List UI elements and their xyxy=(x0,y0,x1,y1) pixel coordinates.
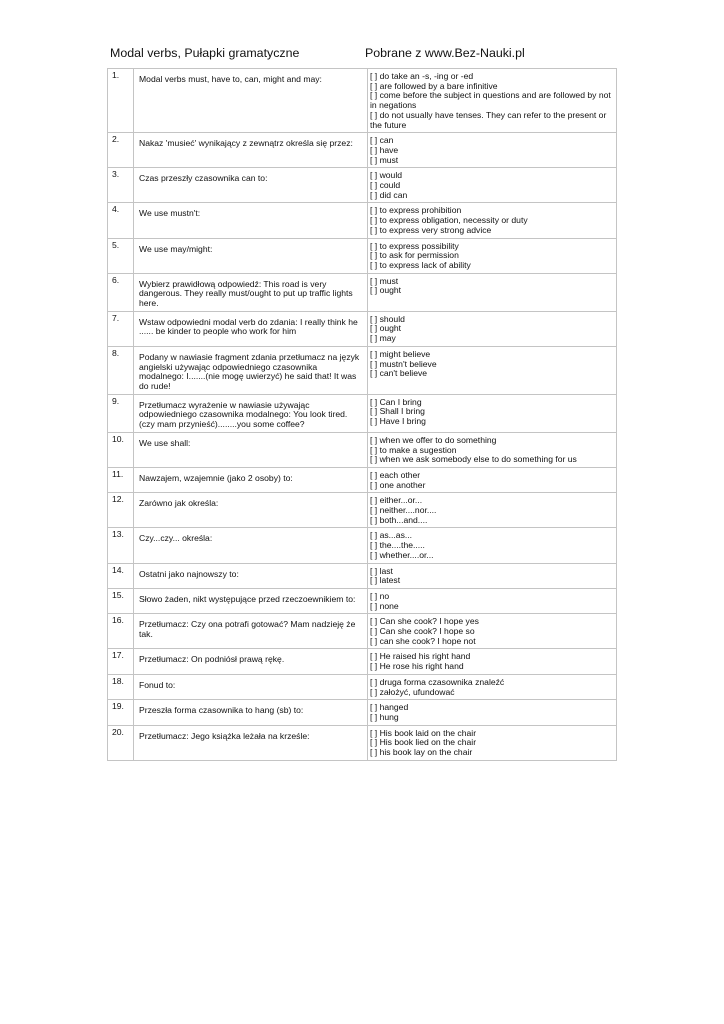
answer-checkbox[interactable]: [ ] xyxy=(370,135,378,146)
answer-option-label: might believe xyxy=(379,348,431,359)
answer-option[interactable] xyxy=(370,748,614,758)
question-number: 14. xyxy=(108,563,134,588)
answer-option-label: can she cook? I hope not xyxy=(379,635,476,646)
answer-options xyxy=(368,493,617,528)
answer-option[interactable] xyxy=(370,156,614,166)
answer-options xyxy=(368,311,617,346)
question-number: 16. xyxy=(108,614,134,649)
answer-checkbox[interactable]: [ ] xyxy=(370,406,378,417)
answer-checkbox[interactable]: [ ] xyxy=(370,189,378,200)
source-label: Pobrane z www.Bez-Nauki.pl xyxy=(365,46,525,60)
answer-option[interactable] xyxy=(370,551,614,561)
question-row xyxy=(108,203,617,238)
question-row xyxy=(108,238,617,273)
question-row xyxy=(108,133,617,168)
answer-checkbox[interactable]: [ ] xyxy=(370,600,378,611)
answer-option-label: must xyxy=(379,154,399,165)
answer-checkbox[interactable]: [ ] xyxy=(370,661,378,672)
answer-option[interactable] xyxy=(370,146,614,156)
question-number: 2. xyxy=(108,133,134,168)
question-text: Przeszła forma czasownika to hang (sb) to: xyxy=(134,700,368,725)
answer-checkbox[interactable]: [ ] xyxy=(370,250,378,261)
question-row xyxy=(108,467,617,492)
answer-option-label: His book laid on the chair xyxy=(379,727,477,738)
answer-option[interactable] xyxy=(370,703,614,713)
question-text: Słowo żaden, nikt występujące przed rzeczoewnikiem to: xyxy=(134,588,368,613)
question-text: Wstaw odpowiedni modal verb do zdania: I really think he ...... be kinder to people who work for him xyxy=(134,311,368,346)
answer-checkbox[interactable]: [ ] xyxy=(370,323,378,334)
answer-option-label: to ask for permission xyxy=(379,250,459,261)
question-row xyxy=(108,588,617,613)
answer-checkbox[interactable]: [ ] xyxy=(370,727,378,738)
answer-option[interactable] xyxy=(370,688,614,698)
question-text: We use mustn't: xyxy=(134,203,368,238)
answer-options xyxy=(368,168,617,203)
answer-option-label: to express obligation, necessity or duty xyxy=(379,215,528,226)
question-number: 10. xyxy=(108,432,134,467)
question-row xyxy=(108,69,617,133)
answer-checkbox[interactable]: [ ] xyxy=(370,434,378,445)
question-text: Fonud to: xyxy=(134,674,368,699)
answer-option-label: druga forma czasownika znaleźć xyxy=(379,676,505,687)
answer-option[interactable] xyxy=(370,369,614,379)
answer-option[interactable] xyxy=(370,455,614,465)
answer-checkbox[interactable]: [ ] xyxy=(370,109,378,120)
answer-checkbox[interactable]: [ ] xyxy=(370,530,378,541)
answer-options xyxy=(368,528,617,563)
answer-option[interactable] xyxy=(370,286,614,296)
answer-checkbox[interactable]: [ ] xyxy=(370,737,378,748)
answer-checkbox[interactable]: [ ] xyxy=(370,205,378,216)
question-row xyxy=(108,725,617,760)
answer-option-label: would xyxy=(379,170,403,181)
answer-options xyxy=(368,394,617,432)
answer-checkbox[interactable]: [ ] xyxy=(370,180,378,191)
question-row xyxy=(108,394,617,432)
question-text: We use shall: xyxy=(134,432,368,467)
answer-option-label: Can she cook? I hope so xyxy=(379,626,475,637)
answer-options xyxy=(368,700,617,725)
answer-option-label: each other xyxy=(379,469,421,480)
question-text: Przetłumacz: Czy ona potrafi gotować? Mam nadzieję że tak. xyxy=(134,614,368,649)
question-number: 19. xyxy=(108,700,134,725)
answer-option[interactable] xyxy=(370,226,614,236)
answer-option[interactable] xyxy=(370,567,614,577)
answer-checkbox[interactable]: [ ] xyxy=(370,454,378,465)
answer-checkbox[interactable]: [ ] xyxy=(370,505,378,516)
answer-option[interactable] xyxy=(370,191,614,201)
question-number: 18. xyxy=(108,674,134,699)
answer-option-label: no xyxy=(379,590,390,601)
answer-checkbox[interactable]: [ ] xyxy=(370,348,378,359)
answer-checkbox[interactable]: [ ] xyxy=(370,616,378,627)
answer-option-label: one another xyxy=(379,479,426,490)
answer-options xyxy=(368,346,617,394)
answer-checkbox[interactable]: [ ] xyxy=(370,747,378,758)
answer-option-label: Shall I bring xyxy=(379,406,425,417)
question-row xyxy=(108,649,617,674)
answer-option-label: last xyxy=(379,565,393,576)
answer-checkbox[interactable]: [ ] xyxy=(370,626,378,637)
question-number: 12. xyxy=(108,493,134,528)
answer-checkbox[interactable]: [ ] xyxy=(370,240,378,251)
question-number: 17. xyxy=(108,649,134,674)
answer-checkbox[interactable]: [ ] xyxy=(370,416,378,427)
question-text: We use may/might: xyxy=(134,238,368,273)
question-text: Czy...czy... określa: xyxy=(134,528,368,563)
answer-option-label: the....the..... xyxy=(379,540,425,551)
answer-option-label: as...as... xyxy=(379,530,413,541)
question-number: 13. xyxy=(108,528,134,563)
answer-option[interactable] xyxy=(370,713,614,723)
answer-option-label: may xyxy=(379,333,396,344)
answer-checkbox[interactable]: [ ] xyxy=(370,80,378,91)
question-text: Przetłumacz: On podniósł prawą rękę. xyxy=(134,649,368,674)
answer-option[interactable] xyxy=(370,261,614,271)
answer-option[interactable] xyxy=(370,171,614,181)
answer-option-label: come before the subject in questions and are followed by not in negations xyxy=(370,90,611,111)
answer-checkbox[interactable]: [ ] xyxy=(370,514,378,525)
question-text: Przetłumacz: Jego książka leżała na krześle: xyxy=(134,725,368,760)
question-row xyxy=(108,311,617,346)
answer-options xyxy=(368,238,617,273)
question-number: 5. xyxy=(108,238,134,273)
answer-option[interactable] xyxy=(370,91,614,110)
answer-checkbox[interactable]: [ ] xyxy=(370,215,378,226)
answer-option-label: mustn't believe xyxy=(379,358,437,369)
answer-options xyxy=(368,674,617,699)
answer-checkbox[interactable]: [ ] xyxy=(370,479,378,490)
question-row xyxy=(108,493,617,528)
answer-checkbox[interactable]: [ ] xyxy=(370,285,378,296)
question-number: 15. xyxy=(108,588,134,613)
answer-checkbox[interactable]: [ ] xyxy=(370,144,378,155)
answer-option[interactable] xyxy=(370,516,614,526)
answer-checkbox[interactable]: [ ] xyxy=(370,90,378,101)
answer-option-label: to express lack of ability xyxy=(379,259,471,270)
answer-option-label: whether....or... xyxy=(379,549,434,560)
question-number: 1. xyxy=(108,69,134,133)
answer-checkbox[interactable]: [ ] xyxy=(370,702,378,713)
question-row xyxy=(108,168,617,203)
answer-option-label: have xyxy=(379,144,399,155)
answer-option-label: ought xyxy=(379,323,402,334)
answer-checkbox[interactable]: [ ] xyxy=(370,275,378,286)
question-number: 11. xyxy=(108,467,134,492)
answer-option-label: do not usually have tenses. They can refer to the present or the future xyxy=(370,109,607,130)
answer-option[interactable] xyxy=(370,277,614,287)
answer-option[interactable] xyxy=(370,136,614,146)
question-text: Podany w nawiasie fragment zdania przetłumacz na język angielski używając odpowiedniego czasownika modalnego: I.......(nie mogę uwierzyć) he said that! It was do rude! xyxy=(134,346,368,394)
answer-options xyxy=(368,649,617,674)
answer-option-label: both...and.... xyxy=(379,514,428,525)
answer-option-label: could xyxy=(379,180,401,191)
question-row xyxy=(108,528,617,563)
question-text: Nawzajem, wzajemnie (jako 2 osoby) to: xyxy=(134,467,368,492)
question-row xyxy=(108,700,617,725)
answer-option-label: hanged xyxy=(379,702,409,713)
answer-option-label: none xyxy=(379,600,399,611)
answer-checkbox[interactable]: [ ] xyxy=(370,676,378,687)
answer-option-label: to express prohibition xyxy=(379,205,462,216)
answer-option[interactable] xyxy=(370,315,614,325)
question-text: Modal verbs must, have to, can, might and may: xyxy=(134,69,368,133)
answer-options xyxy=(368,133,617,168)
question-number: 4. xyxy=(108,203,134,238)
answer-option-label: are followed by a bare infinitive xyxy=(379,80,498,91)
answer-checkbox[interactable]: [ ] xyxy=(370,154,378,165)
answer-checkbox[interactable]: [ ] xyxy=(370,540,378,551)
answer-checkbox[interactable]: [ ] xyxy=(370,469,378,480)
question-number: 9. xyxy=(108,394,134,432)
answer-option-label: His book lied on the chair xyxy=(379,737,477,748)
answer-option[interactable] xyxy=(370,592,614,602)
question-text: Wybierz prawidłową odpowiedź: This road is very dangerous. They really must/ought to put up traffic lights here. xyxy=(134,273,368,311)
answer-checkbox[interactable]: [ ] xyxy=(370,444,378,455)
answer-option-label: can't believe xyxy=(379,368,428,379)
answer-checkbox[interactable]: [ ] xyxy=(370,368,378,379)
document-title: Modal verbs, Pułapki gramatyczne xyxy=(110,46,300,60)
answer-option-label: can xyxy=(379,135,394,146)
answer-checkbox[interactable]: [ ] xyxy=(370,358,378,369)
answer-checkbox[interactable]: [ ] xyxy=(370,333,378,344)
question-number: 3. xyxy=(108,168,134,203)
answer-options xyxy=(368,725,617,760)
answer-option-label: Can she cook? I hope yes xyxy=(379,616,479,627)
answer-options xyxy=(368,563,617,588)
answer-checkbox[interactable]: [ ] xyxy=(370,565,378,576)
answer-option[interactable] xyxy=(370,334,614,344)
answer-option-label: to make a sugestion xyxy=(379,444,457,455)
answer-option-label: ought xyxy=(379,285,402,296)
question-number: 6. xyxy=(108,273,134,311)
question-row xyxy=(108,674,617,699)
answer-option-label: to express very strong advice xyxy=(379,224,492,235)
answer-checkbox[interactable]: [ ] xyxy=(370,495,378,506)
question-text: Ostatni jako najnowszy to: xyxy=(134,563,368,588)
answer-option-label: when we offer to do something xyxy=(379,434,497,445)
question-text: Czas przeszły czasownika can to: xyxy=(134,168,368,203)
answer-option[interactable] xyxy=(370,662,614,672)
answer-option-label: Can I bring xyxy=(379,396,422,407)
question-number: 7. xyxy=(108,311,134,346)
answer-option-label: He rose his right hand xyxy=(379,661,464,672)
question-row xyxy=(108,273,617,311)
question-number: 20. xyxy=(108,725,134,760)
answer-checkbox[interactable]: [ ] xyxy=(370,686,378,697)
answer-checkbox[interactable]: [ ] xyxy=(370,71,378,81)
question-text: Nakaz 'musieć' wynikający z zewnątrz określa się przez: xyxy=(134,133,368,168)
answer-checkbox[interactable]: [ ] xyxy=(370,170,378,181)
answer-options xyxy=(368,273,617,311)
answer-option-label: either...or... xyxy=(379,495,423,506)
answer-option[interactable] xyxy=(370,481,614,491)
answer-option-label: He raised his right hand xyxy=(379,651,471,662)
answer-option-label: Have I bring xyxy=(379,416,426,427)
question-row xyxy=(108,614,617,649)
answer-option[interactable] xyxy=(370,602,614,612)
answer-option[interactable] xyxy=(370,324,614,334)
answer-option-label: when we ask somebody else to do something for us xyxy=(379,454,577,465)
answer-options xyxy=(368,432,617,467)
question-row xyxy=(108,563,617,588)
answer-options xyxy=(368,614,617,649)
answer-option-label: neither....nor.... xyxy=(379,505,437,516)
answer-option-label: should xyxy=(379,313,405,324)
answer-checkbox[interactable]: [ ] xyxy=(370,590,378,601)
answer-checkbox[interactable]: [ ] xyxy=(370,575,378,586)
answer-option-label: his book lay on the chair xyxy=(379,747,473,758)
quiz-table xyxy=(107,68,617,761)
question-number: 8. xyxy=(108,346,134,394)
answer-option-label: latest xyxy=(379,575,401,586)
answer-checkbox[interactable]: [ ] xyxy=(370,224,378,235)
answer-checkbox[interactable]: [ ] xyxy=(370,651,378,662)
answer-option-label: to express possibility xyxy=(379,240,459,251)
answer-options xyxy=(368,588,617,613)
answer-options xyxy=(368,203,617,238)
answer-checkbox[interactable]: [ ] xyxy=(370,313,378,324)
answer-checkbox[interactable]: [ ] xyxy=(370,635,378,646)
answer-options xyxy=(368,467,617,492)
answer-option[interactable] xyxy=(370,576,614,586)
answer-checkbox[interactable]: [ ] xyxy=(370,711,378,722)
answer-option-label: must xyxy=(379,275,399,286)
answer-option-label: hung xyxy=(379,711,399,722)
answer-option-label: did can xyxy=(379,189,408,200)
answer-option[interactable] xyxy=(370,417,614,427)
answer-checkbox[interactable]: [ ] xyxy=(370,259,378,270)
answer-option[interactable] xyxy=(370,111,614,130)
question-text: Przetłumacz wyrażenie w nawiasie używając odpowiedniego czasownika modalnego: You look tired. (czy mam przynieść)........you some coffee? xyxy=(134,394,368,432)
question-text: Zarówno jak określa: xyxy=(134,493,368,528)
answer-checkbox[interactable]: [ ] xyxy=(370,549,378,560)
answer-options xyxy=(368,69,617,133)
answer-option[interactable] xyxy=(370,637,614,647)
question-row xyxy=(108,346,617,394)
question-row xyxy=(108,432,617,467)
answer-option-label: założyć, ufundować xyxy=(379,686,455,697)
answer-checkbox[interactable]: [ ] xyxy=(370,396,378,407)
answer-option-label: do take an -s, -ing or -ed xyxy=(379,71,474,81)
